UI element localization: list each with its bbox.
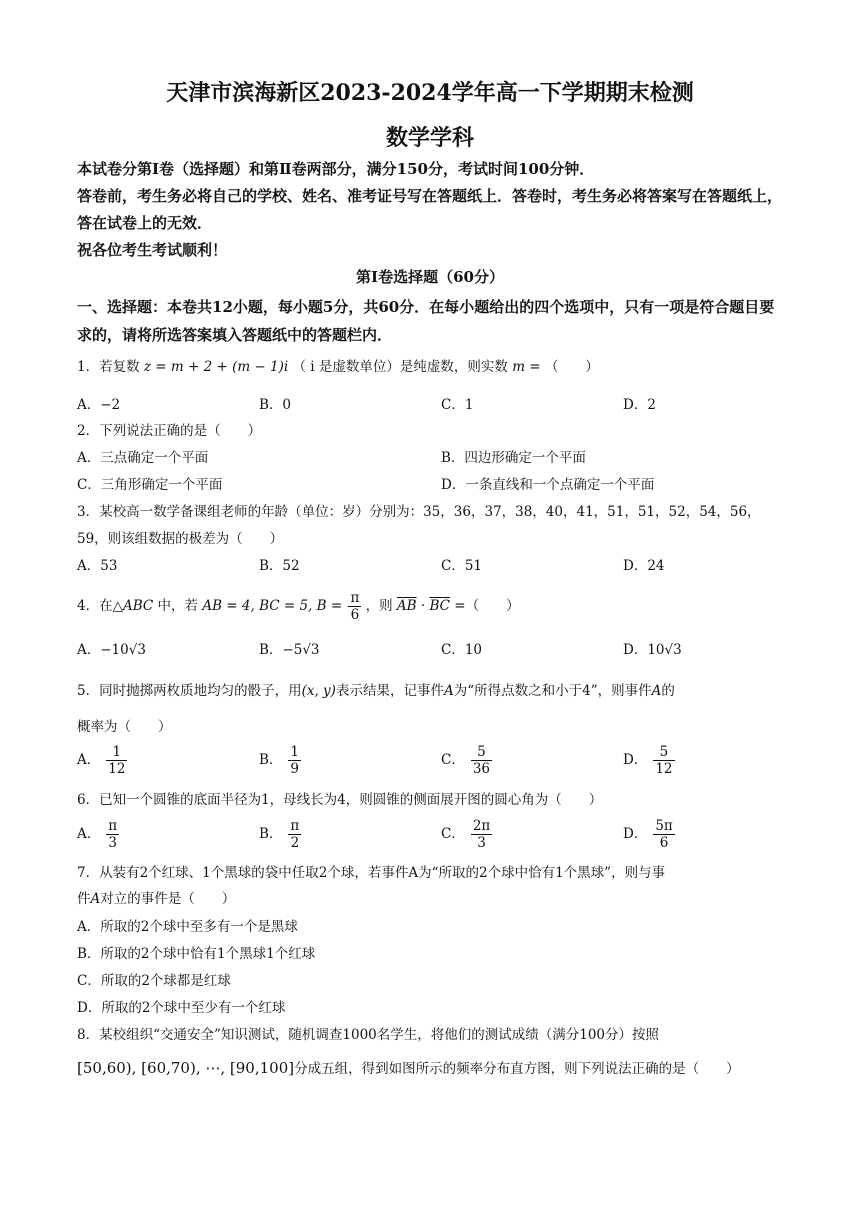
q6-option-c-den: 3 [471, 834, 492, 851]
q4-triangle: ABC [122, 598, 154, 614]
q1-blank: （ ） [544, 359, 599, 375]
q6-option-a-label: A． [77, 826, 101, 842]
question-3-line1: 3．某校高一数学备课组老师的年龄（单位：岁）分别为：35，36，37，38，40，41，51，51，52，54，56， [77, 504, 761, 520]
q4-blank: =（ ） [454, 598, 520, 614]
section-title: 第Ⅰ卷选择题（60分） [356, 268, 504, 286]
question-3-line2: 59，则该组数据的极差为（ ） [77, 531, 284, 547]
q5-option-a-label: A． [77, 752, 101, 768]
q5-event-a: A [443, 683, 454, 699]
q4-dot: · [420, 598, 426, 614]
intro-wish: 祝各位考生考试顺利！ [77, 241, 228, 259]
q4-option-d[interactable]: D．10√3 [623, 642, 682, 658]
q2-option-b[interactable]: B．四边形确定一个平面 [441, 450, 586, 466]
q6-option-c[interactable] [441, 818, 492, 851]
question-2: 2．下列说法正确的是（ ） [77, 423, 262, 439]
q5-option-d-den: 12 [655, 761, 673, 777]
q4-option-a[interactable]: A．−10√3 [77, 642, 146, 658]
q5-option-d[interactable] [623, 744, 675, 777]
q6-option-c-fraction [471, 818, 492, 851]
q1-option-c[interactable]: C．1 [441, 397, 474, 413]
q2-option-c[interactable]: C．三角形确定一个平面 [77, 477, 223, 493]
question-1 [77, 357, 787, 377]
q7-text-a: 件 [77, 891, 91, 907]
q8-intervals: [50,60), [60,70), ⋯, [90,100] [77, 1059, 295, 1077]
q1-option-d[interactable]: D．2 [623, 397, 656, 413]
question-8-line1: 8．某校组织“交通安全”知识测试，随机调查1000名学生，将他们的测试成绩（满分100分）按照 [77, 1027, 660, 1043]
q2-option-d[interactable]: D．一条直线和一个点确定一个平面 [441, 477, 655, 493]
q4-angle-fraction [348, 590, 361, 623]
q6-option-a-num: π [108, 818, 118, 834]
question-7-line2 [77, 889, 787, 909]
question-7-line1: 7．从装有2个红球、1个黑球的袋中任取2个球，若事件A为“所取的2个球中恰有1个黑球”，则与事 [77, 865, 666, 881]
q5-option-b[interactable] [259, 744, 301, 777]
q5-option-d-fraction [653, 744, 674, 777]
q4-text-c: ，则 [365, 598, 393, 614]
q7-option-a[interactable]: A．所取的2个球中至多有一个是黑球 [77, 919, 298, 935]
q1-text-a: 1．若复数 [77, 359, 140, 375]
q6-option-b-den: 2 [288, 834, 301, 851]
q5-option-a-num: 1 [112, 744, 122, 760]
q4-numerator: π [350, 590, 360, 606]
q4-denominator: 6 [348, 606, 361, 623]
q4-vector-ab: $\overline{AB}$ [396, 598, 417, 614]
q5-option-a[interactable] [77, 744, 127, 777]
q5-option-b-label: B． [259, 752, 283, 768]
q5-option-d-label: D． [623, 752, 648, 768]
q6-option-c-label: C． [441, 826, 465, 842]
q1-text-b: （ i 是虚数单位）是纯虚数，则实数 [292, 359, 508, 375]
q2-option-a[interactable]: A．三点确定一个平面 [77, 450, 209, 466]
exam-title: 天津市滨海新区2023-2024学年高一下学期期末检测 [166, 80, 694, 106]
q6-option-a-fraction [106, 818, 119, 851]
q6-option-a[interactable] [77, 818, 119, 851]
q7-option-c[interactable]: C．所取的2个球都是红球 [77, 973, 231, 989]
q5-option-c-fraction [471, 744, 492, 777]
section-instructions: 一、选择题：本卷共12小题，每小题5分，共60分．在每小题给出的四个选项中，只有一项是符合题目要求的，请将所选答案填入答题纸中的答题栏内． [77, 298, 775, 344]
q3-option-c[interactable]: C．51 [441, 558, 483, 574]
q1-variable: m = [512, 359, 541, 375]
q4-option-c[interactable]: C．10 [441, 642, 483, 658]
q5-text-d: 的 [661, 683, 675, 699]
question-5-line2: 概率为（ ） [77, 719, 172, 735]
q6-option-d-label: D． [623, 826, 648, 842]
q4-text-a: 4．在△ [77, 598, 123, 614]
q1-option-a[interactable]: A．−2 [77, 397, 121, 413]
q5-option-b-num: 1 [290, 744, 300, 760]
q7-text-b: 对立的事件是（ ） [100, 891, 236, 907]
q5-option-c[interactable] [441, 744, 492, 777]
q1-expression: z = m + 2 + (m − 1)i [143, 359, 289, 375]
q5-event-a-2: A [651, 683, 662, 699]
q6-option-d-den: 6 [653, 834, 674, 851]
q4-conditions: AB = 4, BC = 5, B = [202, 598, 343, 614]
q4-text-b: 中，若 [157, 598, 199, 614]
question-5-line1 [77, 681, 787, 701]
subject-title: 数学学科 [385, 125, 474, 151]
q5-text-b: 表示结果，记事件 [335, 683, 444, 699]
q6-option-a-den: 3 [106, 834, 119, 851]
intro-instructions: 答卷前，考生务必将自己的学校、姓名、准考证号写在答题纸上．答卷时，考生务必将答案写在答题纸上，答在试卷上的无效． [77, 187, 783, 232]
q5-option-a-den: 12 [108, 761, 126, 777]
q6-option-c-num: 2π [472, 818, 491, 834]
q8-text: 分成五组，得到如图所示的频率分布直方图，则下列说法正确的是（ ） [294, 1061, 740, 1077]
q6-option-b-fraction [288, 818, 301, 851]
q1-option-b[interactable]: B．0 [259, 397, 292, 413]
q6-option-b-num: π [290, 818, 300, 834]
q4-vector-bc: $\overline{BC}$ [429, 598, 450, 614]
q5-pair: (x, y) [301, 683, 336, 699]
q4-option-b[interactable]: B．−5√3 [259, 642, 320, 658]
q5-option-b-den: 9 [290, 761, 300, 777]
intro-line: 本试卷分第Ⅰ卷（选择题）和第Ⅱ卷两部分，满分150分，考试时间100分钟． [77, 160, 595, 178]
q6-option-d-fraction [653, 818, 674, 851]
q5-option-a-fraction [106, 744, 127, 777]
question-6: 6．已知一个圆锥的底面半径为1，母线长为4，则圆锥的侧面展开图的圆心角为（ ） [77, 792, 603, 808]
q5-option-c-den: 36 [472, 761, 491, 777]
q7-event-a: A [90, 891, 101, 907]
q7-option-d[interactable]: D．所取的2个球中至少有一个红球 [77, 1000, 286, 1016]
q5-option-d-num: 5 [659, 744, 669, 760]
q3-option-b[interactable]: B．52 [259, 558, 300, 574]
q5-option-b-fraction [288, 744, 301, 777]
q5-text-a: 5．同时抛掷两枚质地均匀的骰子，用 [77, 683, 302, 699]
q5-option-c-num: 5 [477, 744, 486, 760]
q5-text-c: 为“所得点数之和小于4”，则事件 [453, 683, 652, 699]
q6-option-b[interactable] [259, 818, 301, 851]
q7-option-b[interactable]: B．所取的2个球中恰有1个黑球1个红球 [77, 946, 316, 962]
q3-option-a[interactable]: A．53 [77, 558, 118, 574]
q6-option-b-label: B． [259, 826, 283, 842]
q6-option-d[interactable] [623, 818, 675, 851]
q5-option-c-label: C． [441, 752, 465, 768]
q6-option-d-num: 5π [655, 818, 673, 834]
question-4 [77, 590, 787, 623]
question-8-line2 [77, 1058, 787, 1079]
q3-option-d[interactable]: D．24 [623, 558, 665, 574]
